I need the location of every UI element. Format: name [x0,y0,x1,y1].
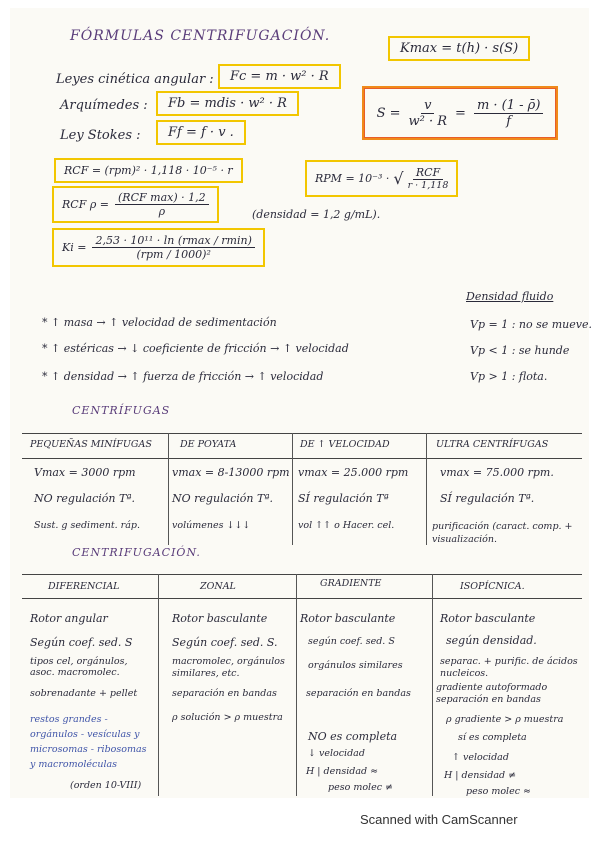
sqrt-icon: √ [393,169,404,188]
table-divider [158,574,159,796]
centrifugas-col-header: PEQUEÑAS MINÍFUGAS [30,439,152,450]
rcf-rho-lhs: RCF ρ = [62,198,110,211]
s-formula-lhs: S = [376,105,401,121]
table-rule [22,598,582,599]
s-formula-num-1: v [421,98,434,114]
bullet-item: * ↑ masa → ↑ velocidad de sedimentación [42,316,277,329]
centrifugas-cell: NO regulación Tª. [34,492,136,505]
centrifugacion-heading: CENTRIFUGACIÓN. [72,546,201,559]
centrifugacion-col-header: DIFERENCIAL [48,581,120,592]
centrifugacion-col-header: ISOPÍCNICA. [460,581,525,592]
centrifugacion-col-header: GRADIENTE [320,578,382,589]
table-rule [22,458,582,459]
rcf-rho-fraction [115,191,209,218]
centrifugas-cell: SÍ regulación Tª. [440,492,535,505]
centrifugas-cell: volúmenes ↓↓↓ [172,520,251,531]
density-fluid-row: Vp > 1 : flota. [470,370,548,383]
table-rule [22,574,582,575]
law-formula-arquimedes: Fb = mdis · w² · R [156,91,299,116]
centrifugas-col-header: DE ↑ VELOCIDAD [300,439,390,450]
centrifugas-cell: vmax = 25.000 rpm [298,466,409,479]
diferencial-item: tipos cel, orgánulos, asoc. macromolec. [30,656,128,678]
zonal-item: macromolec, orgánulos similares, etc. [172,656,285,679]
ki-fraction [92,234,254,261]
gradiente-item: según coef. sed. S [308,636,395,647]
rpm-formula-box [305,160,458,197]
law-label-angular: Leyes cinética angular : [56,72,214,87]
centrifugacion-col-header: ZONAL [200,581,236,592]
gradiente-item: Rotor basculante [300,612,396,625]
centrifugas-cell: vmax = 8-13000 rpm [172,466,290,479]
gradiente-item: NO es completa [308,730,398,743]
centrifugas-cell: vol ↑↑ o Hacer. cel. [298,520,395,531]
centrifugas-cell: vmax = 75.000 rpm. [440,466,554,479]
centrifugas-col-header: DE POYATA [180,439,237,450]
bullet-item: * ↑ estéricas → ↓ coeficiente de fricción → ↑ velocidad [42,342,349,355]
law-formula-angular: Fc = m · w² · R [218,64,341,89]
rpm-formula-den: r · 1,118 [407,180,449,191]
table-divider [426,433,427,545]
centrifugas-heading: CENTRÍFUGAS [72,404,171,417]
rpm-formula-lhs: RPM = 10⁻³ · [315,172,390,185]
s-formula-num-2: m · (1 - ρ̄) [474,98,543,114]
diferencial-item: (orden 10-VIII) [70,780,142,791]
ki-den: (rpm / 1000)² [136,248,211,261]
table-rule [22,433,582,434]
density-fluid-row: Vp < 1 : se hunde [470,344,570,357]
kmax-formula-box: Kmax = t(h) · s(S) [388,36,530,61]
law-formula-stokes: Ff = f · v . [156,120,246,145]
diferencial-item: sobrenadante + pellet [30,688,138,699]
sedimentation-coefficient-box [362,86,558,140]
rpm-formula-fraction [408,166,449,191]
isopicnica-item: separac. + purific. de ácidos nucleicos. [440,656,578,679]
ki-num: 2,53 · 10¹¹ · ln (rmax / rmin) [92,234,254,248]
zonal-item: ρ solución > ρ muestra [172,712,283,723]
law-label-stokes: Ley Stokes : [60,128,141,143]
diferencial-item: Rotor angular [30,612,108,625]
bullet-item: * ↑ densidad → ↑ fuerza de fricción → ↑ velocidad [42,370,324,383]
table-divider [432,574,433,796]
ki-lhs: Ki = [62,241,87,254]
table-divider [168,433,169,545]
isopicnica-item: según densidad. [446,634,537,647]
page-title: FÓRMULAS CENTRIFUGACIÓN. [70,28,331,44]
density-fluid-heading: Densidad fluido [466,290,554,303]
rpm-formula-num: RCF [413,166,443,180]
isopicnica-item: Rotor basculante [440,612,536,625]
ki-formula-box [52,228,265,267]
gradiente-item: peso molec ≠ [328,782,394,793]
gradiente-item: ↓ velocidad [308,748,365,759]
isopicnica-item: H | densidad ≠ [444,770,517,781]
centrifugas-cell: SÍ regulación Tª [298,492,389,505]
density-fluid-row: Vp = 1 : no se mueve. [470,318,592,331]
gradiente-item: orgánulos similares [308,660,403,671]
rcf-rho-num: (RCF max) · 1,2 [115,191,209,205]
gradiente-item: H | densidad ≈ [306,766,379,777]
isopicnica-item: peso molec ≈ [466,786,532,797]
zonal-item: Rotor basculante [172,612,268,625]
zonal-item: Según coef. sed. S. [172,636,278,649]
scanner-watermark-text: Scanned with CamScanner [360,812,518,827]
zonal-item: separación en bandas [172,688,277,699]
diferencial-item: Según coef. sed. S [30,636,133,649]
rcf-formula-box: RCF = (rpm)² · 1,118 · 10⁻⁵ · r [54,158,243,183]
rcf-rho-formula-box [52,186,219,223]
table-divider [296,574,297,796]
gradiente-item: separación en bandas [306,688,411,699]
s-formula-den-2: f [506,113,512,129]
isopicnica-item: sí es completa [458,732,527,743]
density-note: (densidad = 1,2 g/mL). [252,208,381,221]
isopicnica-item: ρ gradiente > ρ muestra [446,714,564,725]
isopicnica-item: gradiente autoformado separación en bandas [436,682,548,705]
s-formula-den-1: w² · R [408,113,448,129]
diferencial-item: restos grandes - orgánulos - vesículas y microsomas - ribosomas y macromoléculas [30,714,147,770]
law-label-arquimedes: Arquímedes : [60,98,148,113]
centrifugas-col-header: ULTRA CENTRÍFUGAS [436,439,549,450]
s-formula-fraction-2 [474,98,543,129]
s-formula-fraction-1 [409,98,448,129]
rcf-rho-den: ρ [158,205,166,218]
centrifugas-cell: purificación (caract. comp. + visualización. [432,521,573,545]
table-divider [292,433,293,545]
isopicnica-item: ↑ velocidad [452,752,509,763]
centrifugas-cell: Vmax = 3000 rpm [34,466,136,479]
centrifugas-cell: Sust. g sediment. ráp. [34,520,140,531]
s-formula-equals: = [455,105,466,121]
centrifugas-cell: NO regulación Tª. [172,492,274,505]
